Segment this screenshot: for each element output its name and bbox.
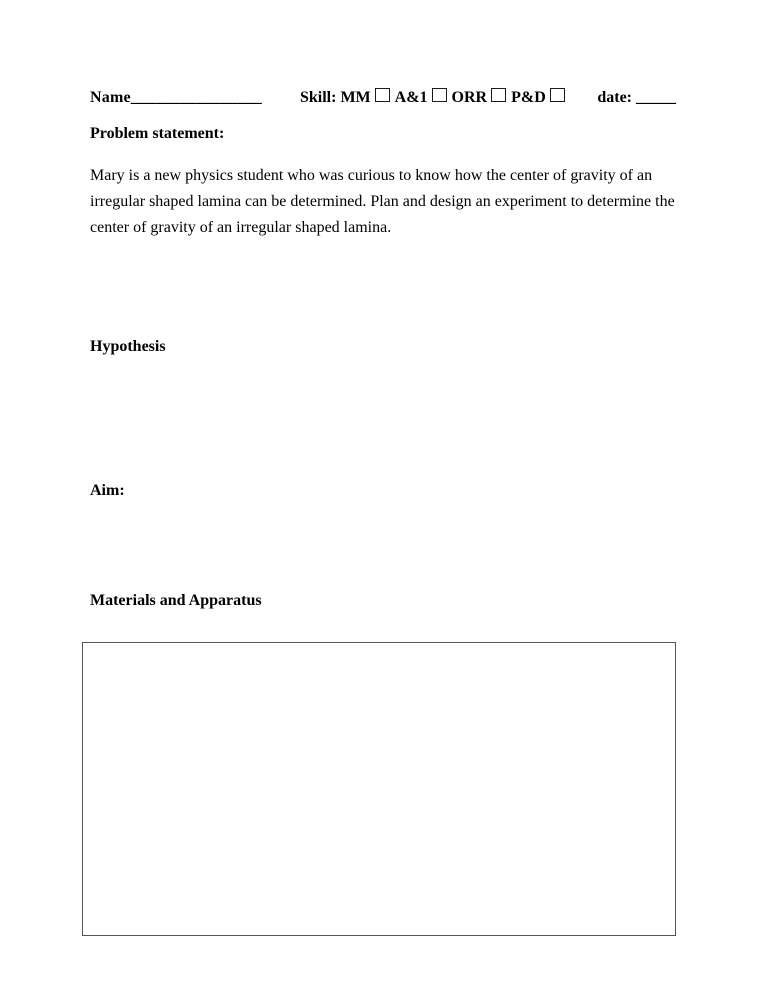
skill-item-orr: [452, 88, 512, 108]
skill-group: [300, 88, 570, 108]
checkbox-a1[interactable]: [432, 88, 447, 102]
hypothesis-heading: Hypothesis: [90, 338, 166, 355]
checkbox-pd[interactable]: [550, 88, 565, 102]
problem-statement-heading: Problem statement:: [90, 125, 225, 142]
skill-label: Skill: MM: [299, 89, 371, 106]
checkbox-orr[interactable]: [491, 88, 506, 102]
skill-item-pd: [511, 88, 570, 108]
date-blank-field[interactable]: date: _____: [597, 89, 676, 106]
checkbox-mm[interactable]: [375, 88, 390, 102]
skill-item-orr-label: ORR: [451, 89, 488, 106]
problem-statement-text: Mary is a new physics student who was curious to know how the center of gravity of an irregular shaped lamina can be determined. Plan and design an experiment to determine the center of gravity of an irregular shaped lamina.: [90, 167, 675, 236]
materials-answer-box[interactable]: [82, 642, 676, 936]
skill-item-pd-label: P&D: [511, 89, 546, 106]
name-blank-field[interactable]: Name________________: [90, 89, 262, 106]
aim-heading: Aim:: [90, 482, 125, 499]
header-row: [90, 88, 676, 108]
skill-item-a1-label: A&1: [394, 89, 428, 106]
skill-item-a1: [395, 88, 452, 108]
materials-heading: Materials and Apparatus: [90, 592, 262, 609]
